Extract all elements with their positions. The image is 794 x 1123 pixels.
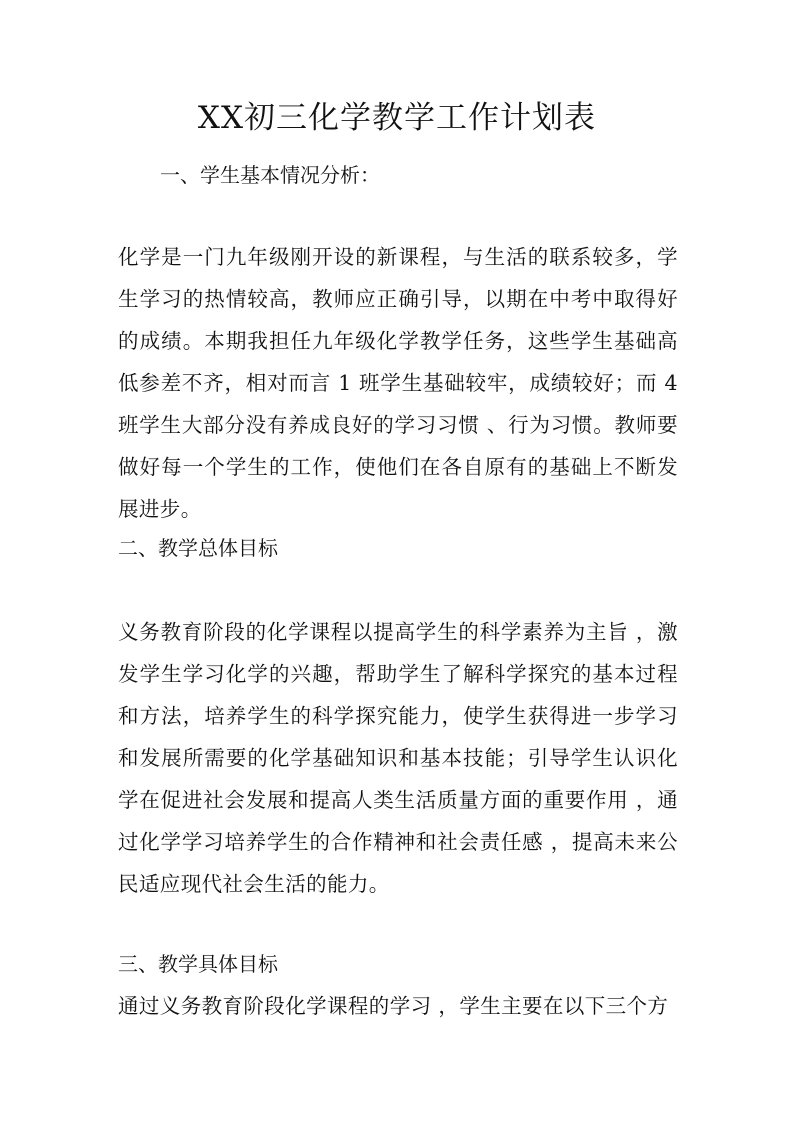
section-body-student-analysis: 化学是一门九年级刚开设的新课程，与生活的联系较多，学生学习的热情较高，教师应正确引导，以期在中考中取得好的成绩。本期我担任九年级化学教学任务，这些学生基础高低参差不齐，相对而言 1 班学生基础较牢，成绩较好；而 4 班学生大部分没有养成良好的学习习惯 、行为习惯。教师要做好每一个学生的工作，使他们在各自原有的基础上不断发展进步。 [118,245,678,521]
section-body-specific-goals: 通过义务教育阶段化学课程的学习 ，学生主要在以下三个方 [118,994,669,1018]
section-heading-overall-goals: 二、教学总体目标 [118,536,278,560]
section-heading-specific-goals: 三、教学具体目标 [118,952,278,976]
document-title: XX初三化学教学工作计划表 [197,100,597,136]
section-body-overall-goals: 义务教育阶段的化学课程以提高学生的科学素养为主旨 ，激发学生学习化学的兴趣，帮助学生了解科学探究的基本过程和方法，培养学生的科学探究能力，使学生获得进一步学习和发展所需要的化学基础知识和基本技能；引导学生认识化学在促进社会发展和提高人类生活质量方面的重要作用 ，通过化学学习培养学生的合作精神和社会责任感 ，提高未来公民适应现代社会生活的能力。 [118,620,678,896]
section-heading-student-analysis: 一、学生基本情况分析： [160,163,380,187]
